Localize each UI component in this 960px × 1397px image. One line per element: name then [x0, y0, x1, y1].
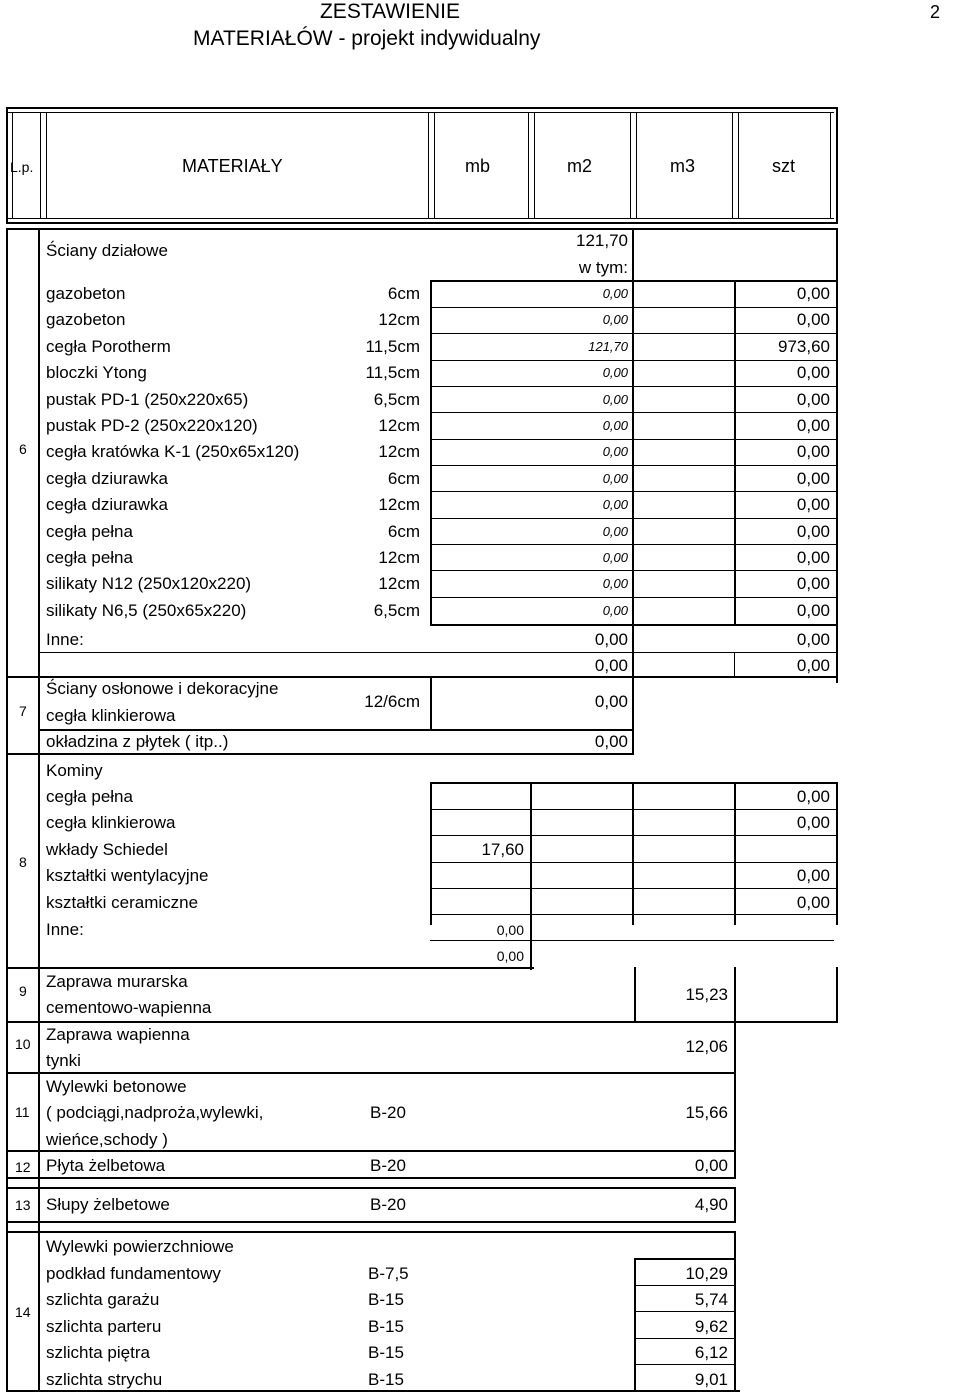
section-number: 11 [15, 1104, 30, 1120]
row-name: gazobeton [46, 284, 126, 303]
row-size: 6cm [387, 521, 420, 541]
inne-label: Inne: [46, 630, 84, 649]
row-size: 12cm [378, 548, 420, 567]
row-size: 11,5cm [365, 336, 420, 356]
row-name: cegła klinkierowa [46, 813, 176, 833]
row-szt: 0,00 [796, 574, 830, 594]
title-line2: MATERIAŁÓW - projekt indywidualny [193, 27, 541, 50]
row-mb: 17,60 [481, 839, 524, 859]
row-m3: 9,01 [694, 1369, 728, 1389]
row-name: cegła dziurawka [46, 468, 168, 488]
section-number: 8 [19, 854, 27, 870]
row-grade: B-15 [368, 1290, 404, 1310]
line2: cementowo-wapienna [46, 998, 212, 1017]
row-szt: 973,60 [778, 336, 830, 356]
section-number: 14 [15, 1304, 31, 1320]
row-name: bloczki Ytong [46, 363, 147, 383]
grade: B-20 [370, 1103, 406, 1122]
row-szt: 0,00 [796, 548, 830, 567]
section-number: 13 [15, 1197, 31, 1213]
section-number: 9 [19, 983, 27, 999]
line1: Zaprawa wapienna [46, 1025, 190, 1044]
section-total: 121,70 [576, 231, 628, 250]
row-m2: 0,00 [594, 732, 628, 751]
row-szt: 0,00 [796, 495, 830, 515]
inne2-mb: 0,00 [496, 948, 524, 964]
row-name: szlichta garażu [46, 1290, 160, 1310]
row-grade: B-15 [368, 1369, 404, 1389]
row-m2: 0,00 [602, 576, 628, 592]
line2: ( podciągi,nadproża,wylewki, [46, 1103, 264, 1122]
line1: Wylewki betonowe [46, 1077, 187, 1096]
section-title: Ściany działowe [46, 241, 168, 260]
row-size: 6cm [387, 468, 420, 488]
row-name: cegła pełna [46, 521, 133, 541]
header-materials: MATERIAŁY [182, 156, 283, 176]
row-size: 12cm [378, 442, 420, 462]
row-szt: 0,00 [796, 442, 830, 462]
row-name: cegła pełna [46, 787, 133, 806]
row-name: cegła kratówka K-1 (250x65x120) [46, 442, 300, 462]
w-tym-label: w tym: [578, 258, 628, 277]
row-m2: 0,00 [602, 523, 628, 539]
row-szt: 0,00 [796, 389, 830, 409]
row-m2: 0,00 [602, 365, 628, 381]
row-m2: 0,00 [602, 470, 628, 486]
row-size: 6cm [387, 284, 420, 303]
row-m2: 0,00 [602, 602, 628, 618]
row-size: 6,5cm [373, 389, 420, 409]
row-name: pustak PD-2 (250x220x120) [46, 416, 258, 435]
title-line1: ZESTAWIENIE [319, 0, 460, 23]
row-m2: 0,00 [602, 391, 628, 407]
row-m3: 10,29 [685, 1264, 728, 1283]
header-mb: mb [465, 156, 491, 176]
header-lp: L.p. [10, 159, 34, 175]
section-number: 12 [15, 1159, 31, 1175]
row-szt: 0,00 [796, 892, 830, 912]
row-m2: 0,00 [602, 444, 628, 460]
row-name: wkłady Schiedel [46, 839, 168, 859]
row-name: podkład fundamentowy [46, 1264, 221, 1283]
page-number: 2 [930, 2, 941, 22]
row-grade: B-15 [368, 1316, 404, 1336]
section-number: 7 [19, 703, 27, 719]
name: Słupy żelbetowe [46, 1195, 170, 1214]
line3: wieńce,schody ) [46, 1130, 168, 1149]
row-szt: 0,00 [796, 787, 830, 806]
row-m2: 0,00 [602, 312, 628, 328]
m3-value: 15,66 [685, 1103, 728, 1122]
grade: B-20 [370, 1195, 406, 1214]
name: Płyta żelbetowa [46, 1156, 166, 1175]
row-name: szlichta parteru [46, 1316, 162, 1336]
row-size: 11,5cm [365, 363, 420, 383]
row-size: 12cm [378, 416, 420, 435]
row-m3: 9,62 [694, 1316, 728, 1336]
inne2-szt: 0,00 [796, 656, 830, 675]
row-name: cegła dziurawka [46, 495, 168, 515]
section-title: Kominy [46, 761, 103, 780]
row-m2: 121,70 [588, 338, 628, 354]
m3-value: 0,00 [694, 1156, 728, 1175]
row-size: 12cm [378, 574, 420, 594]
row-szt: 0,00 [796, 521, 830, 541]
m3-value: 4,90 [694, 1195, 728, 1214]
line1: Zaprawa murarska [46, 972, 188, 991]
section-title: Ściany osłonowe i dekoracyjne [46, 679, 279, 698]
row-m3: 6,12 [694, 1343, 728, 1363]
size-value: 12/6cm [364, 692, 420, 711]
m2-value: 0,00 [594, 692, 628, 711]
row-szt: 0,00 [796, 600, 830, 620]
row-m2: 0,00 [602, 418, 628, 433]
row-grade: B-15 [368, 1343, 404, 1363]
header-m2: m2 [567, 156, 593, 176]
m3-value: 12,06 [685, 1037, 728, 1056]
row-m2: 0,00 [602, 286, 628, 301]
row-name: kształtki ceramiczne [46, 892, 199, 912]
row-size: 12cm [378, 495, 420, 515]
row-name: cegła pełna [46, 548, 133, 567]
row-name: okładzina z płytek ( itp..) [46, 732, 229, 751]
inne-m2: 0,00 [594, 630, 628, 649]
row-size: 6,5cm [373, 600, 420, 620]
row-szt: 0,00 [796, 284, 830, 303]
row-name: cegła Porotherm [46, 336, 171, 356]
inne2-m2: 0,00 [594, 656, 628, 675]
row-size: 12cm [378, 310, 420, 330]
row-name: gazobeton [46, 310, 126, 330]
row-name: szlichta strychu [46, 1369, 163, 1389]
header-szt: szt [772, 156, 796, 176]
inne-szt: 0,00 [796, 630, 830, 649]
inne-label: Inne: [46, 920, 84, 939]
grade: B-20 [370, 1156, 406, 1175]
section-sub: cegła klinkierowa [46, 706, 176, 725]
row-name: szlichta piętra [46, 1343, 150, 1363]
row-name: silikaty N6,5 (250x65x220) [46, 600, 247, 620]
row-m3: 5,74 [694, 1290, 728, 1310]
row-name: silikaty N12 (250x120x220) [46, 574, 252, 594]
row-grade: B-7,5 [368, 1264, 409, 1283]
line2: tynki [46, 1051, 81, 1070]
row-szt: 0,00 [796, 363, 830, 383]
m3-value: 15,23 [685, 985, 728, 1004]
row-name: pustak PD-1 (250x220x65) [46, 389, 249, 409]
inne-mb: 0,00 [496, 922, 524, 938]
row-szt: 0,00 [796, 468, 830, 488]
row-m2: 0,00 [602, 550, 628, 565]
row-m2: 0,00 [602, 497, 628, 513]
section-number: 6 [19, 441, 27, 457]
row-szt: 0,00 [796, 866, 830, 886]
header-m3: m3 [670, 156, 696, 176]
row-szt: 0,00 [796, 416, 830, 435]
section-number: 10 [15, 1036, 31, 1052]
section-title: Wylewki powierzchniowe [46, 1237, 234, 1256]
row-szt: 0,00 [796, 310, 830, 330]
row-szt: 0,00 [796, 813, 830, 833]
row-name: kształtki wentylacyjne [46, 866, 209, 886]
